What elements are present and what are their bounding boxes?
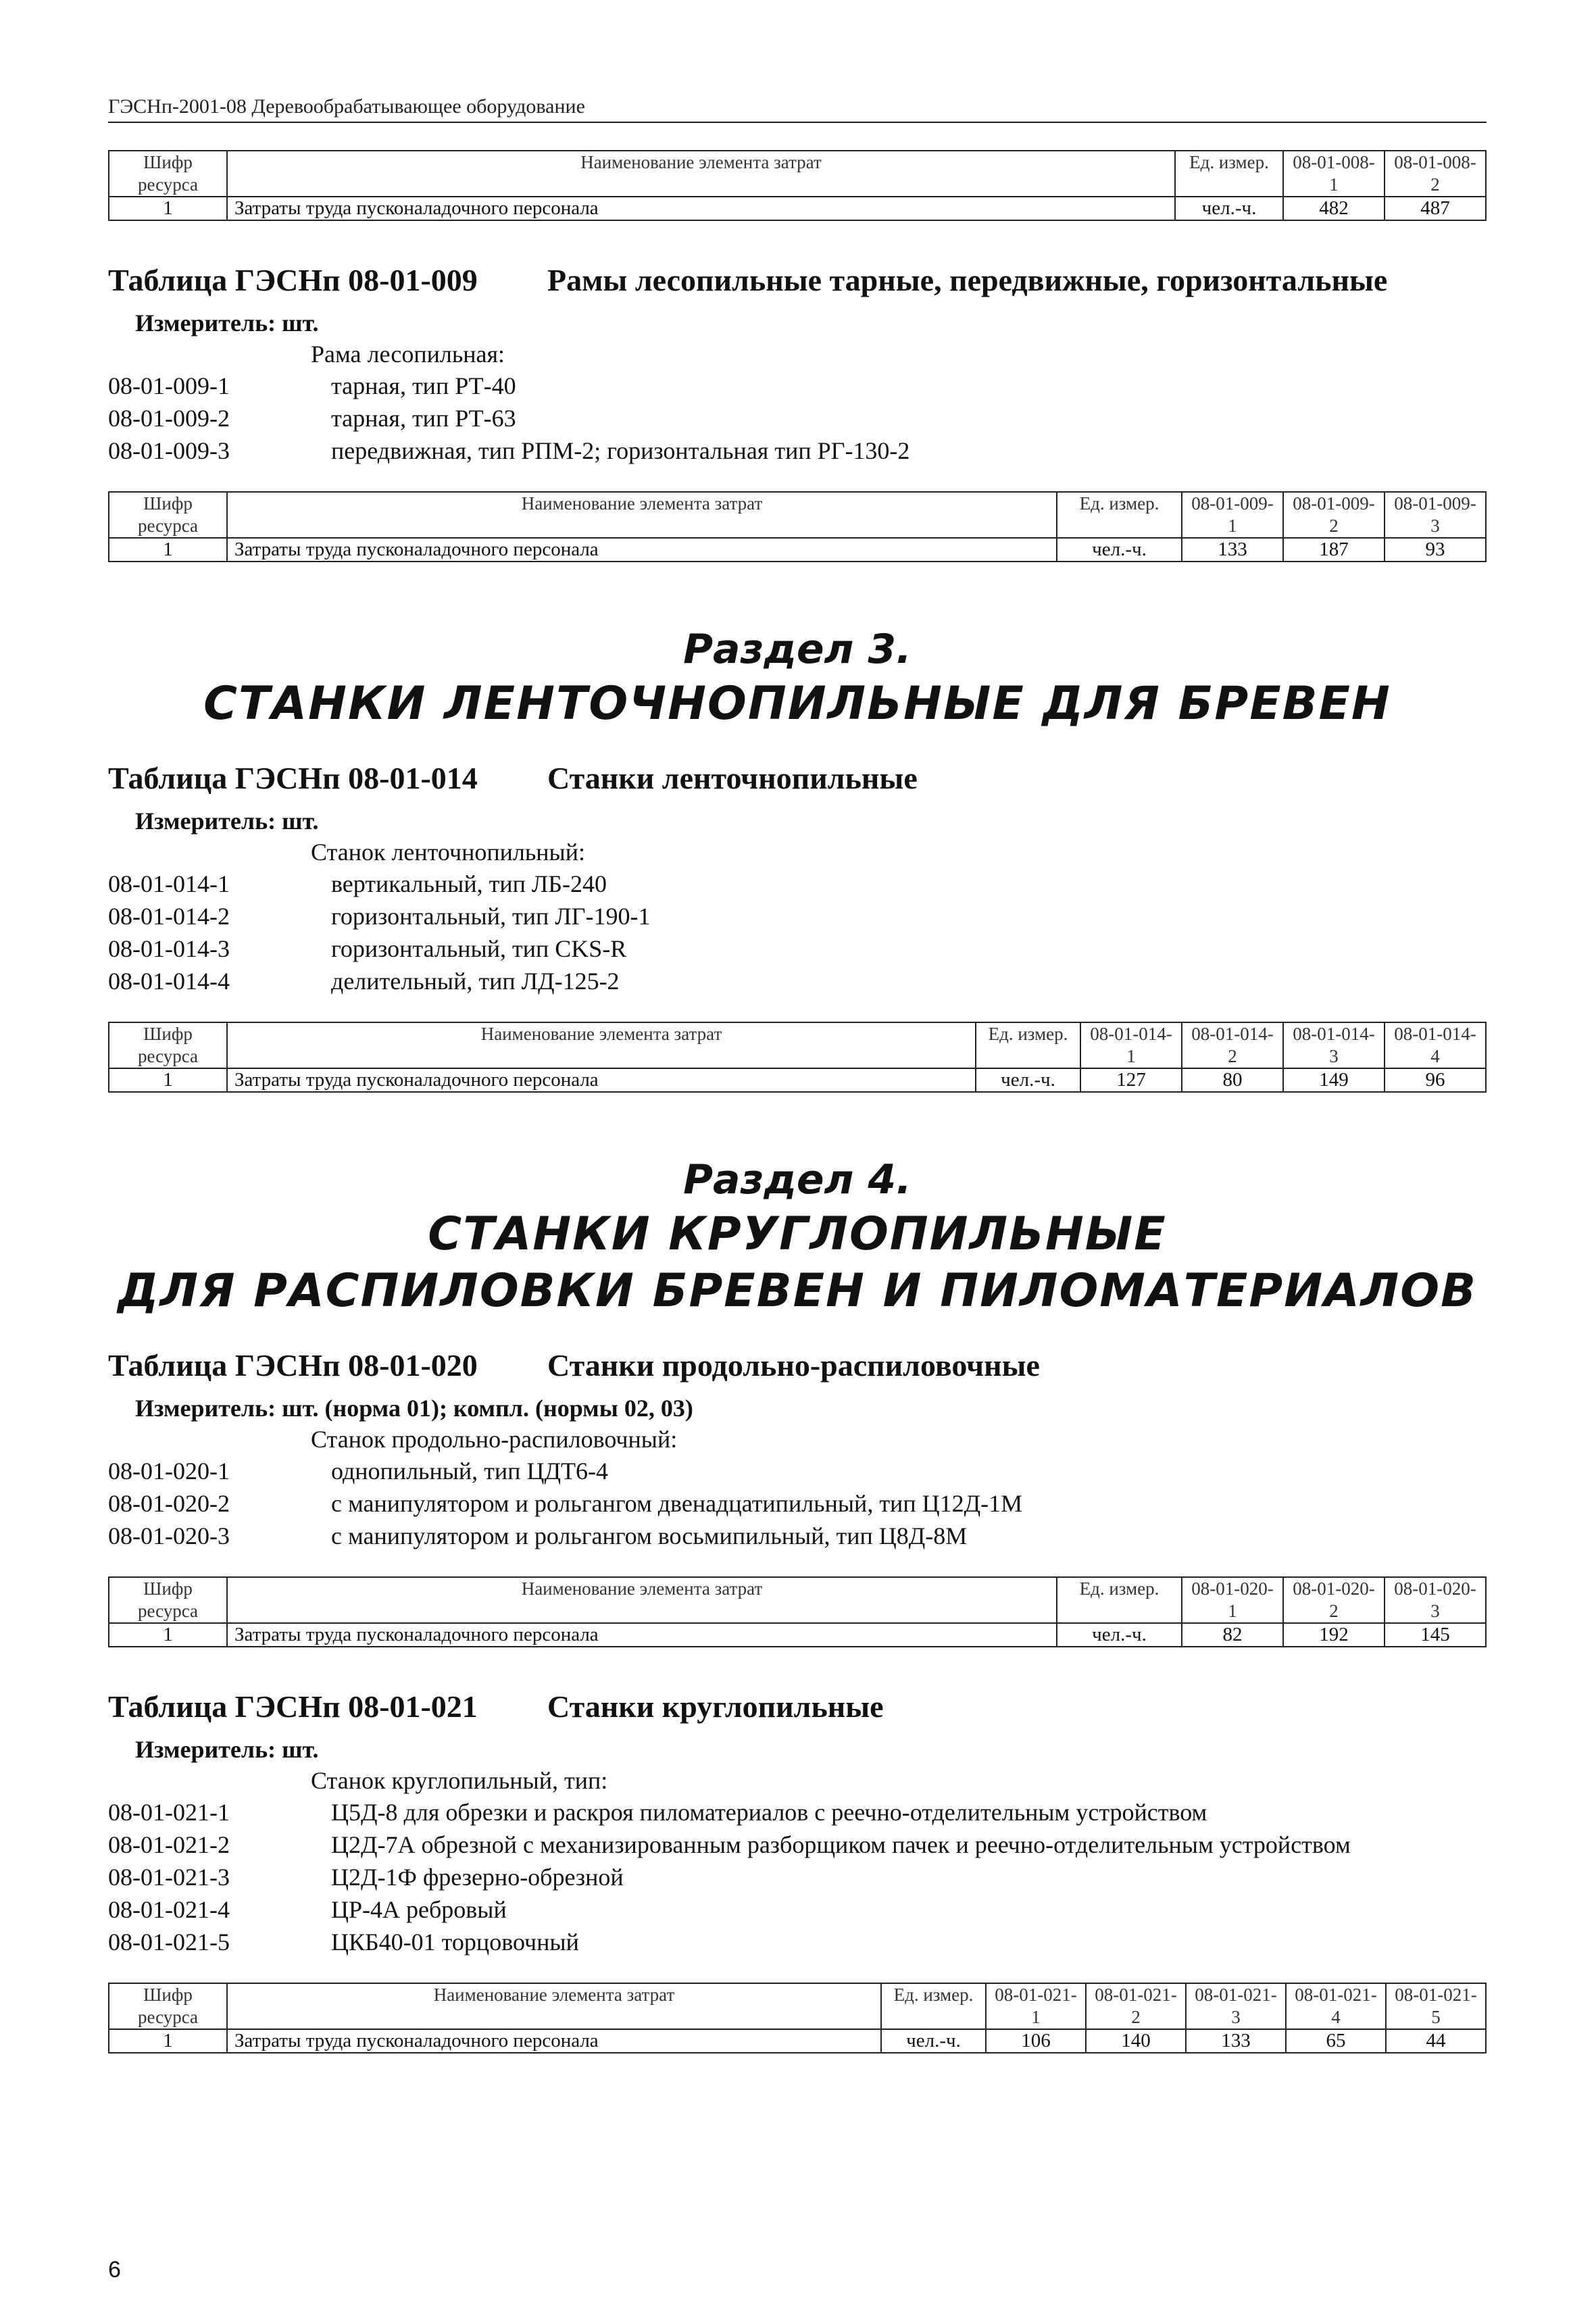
row-name: Затраты труда пусконаладочного персонала	[227, 197, 1175, 220]
table-name: Станки круглопильные	[547, 1689, 884, 1724]
row-value: 482	[1283, 197, 1385, 220]
table-code: Таблица ГЭСНп 08-01-020	[108, 1348, 478, 1383]
table-row	[109, 538, 1486, 562]
page-number: 6	[108, 2257, 121, 2283]
row-unit: чел.-ч.	[976, 1068, 1080, 1092]
norm-code: 08-01-020-3	[108, 1522, 230, 1549]
col-header-norm: 08-01-020-3	[1385, 1577, 1486, 1623]
section-heading	[108, 1153, 1487, 1320]
col-header-name: Наименование элемента затрат	[227, 492, 1057, 538]
norm-text: передвижная, тип РПМ-2; горизонтальная тип РГ-130-2	[331, 437, 910, 464]
col-header-unit: Ед. измер.	[1057, 492, 1182, 538]
norm-text: тарная, тип РТ-63	[331, 405, 516, 432]
norm-code: 08-01-020-1	[108, 1458, 230, 1485]
col-header-name: Наименование элемента затрат	[227, 1983, 881, 2029]
row-value: 93	[1385, 538, 1486, 562]
resource-table-008	[108, 150, 1487, 221]
col-header-norm: 08-01-014-4	[1385, 1022, 1486, 1068]
row-value: 187	[1283, 538, 1385, 562]
norm-item	[108, 900, 1487, 932]
col-header-norm: 08-01-008-2	[1385, 151, 1486, 197]
norm-code: 08-01-009-1	[108, 372, 230, 399]
norm-text: однопильный, тип ЦДТ6-4	[331, 1458, 608, 1485]
row-name: Затраты труда пусконаладочного персонала	[227, 538, 1057, 562]
resource-table-014	[108, 1022, 1487, 1093]
norm-text: Ц5Д-8 для обрезки и раскроя пиломатериалов с реечно-отделительным устройством	[331, 1799, 1207, 1826]
col-header-norm: 08-01-009-2	[1283, 492, 1385, 538]
col-header-norm: 08-01-014-1	[1080, 1022, 1182, 1068]
row-code: 1	[109, 1623, 227, 1647]
norm-code: 08-01-021-3	[108, 1864, 230, 1891]
norm-item	[108, 868, 1487, 900]
norm-text: Ц2Д-1Ф фрезерно-обрезной	[331, 1864, 624, 1891]
norm-code: 08-01-014-3	[108, 935, 230, 962]
norm-item	[108, 1828, 1487, 1861]
row-code: 1	[109, 197, 227, 220]
section-title-line1: СТАНКИ КРУГЛОПИЛЬНЫЕ	[428, 1208, 1167, 1261]
running-header: ГЭСНп-2001-08 Деревообрабатывающее оборудование	[108, 95, 1487, 123]
col-header-norm: 08-01-020-1	[1182, 1577, 1283, 1623]
norm-text: ЦКБ40-01 торцовочный	[331, 1928, 579, 1956]
table-title	[108, 1688, 1487, 1726]
col-header-norm: 08-01-014-3	[1283, 1022, 1385, 1068]
table-intro: Станок ленточнопильный:	[311, 839, 585, 866]
table-meter: Измеритель: шт. (норма 01); компл. (нормы 02, 03)	[135, 1395, 693, 1422]
norm-item	[108, 1796, 1487, 1828]
col-header-norm: 08-01-021-5	[1386, 1983, 1486, 2029]
norm-item	[108, 1520, 1487, 1552]
norm-text: горизонтальный, тип CKS-R	[331, 935, 627, 962]
table-intro: Рама лесопильная:	[311, 341, 505, 368]
norm-code: 08-01-009-3	[108, 437, 230, 464]
row-unit: чел.-ч.	[881, 2029, 986, 2053]
norm-text: тарная, тип РТ-40	[331, 372, 516, 399]
row-value: 140	[1086, 2029, 1186, 2053]
norm-code: 08-01-014-1	[108, 870, 230, 897]
row-value: 487	[1385, 197, 1486, 220]
norm-code: 08-01-009-2	[108, 405, 230, 432]
table-title	[108, 262, 1487, 299]
norm-text: делительный, тип ЛД-125-2	[331, 968, 620, 995]
col-header-name: Наименование элемента затрат	[227, 1022, 976, 1068]
norm-code: 08-01-021-2	[108, 1831, 230, 1858]
norm-code: 08-01-014-2	[108, 903, 230, 930]
row-value: 96	[1385, 1068, 1486, 1092]
row-unit: чел.-ч.	[1175, 197, 1283, 220]
table-title	[108, 1347, 1487, 1385]
col-header-unit: Ед. измер.	[881, 1983, 986, 2029]
row-name: Затраты труда пусконаладочного персонала	[227, 2029, 881, 2053]
col-header-norm: 08-01-009-3	[1385, 492, 1486, 538]
col-header-norm: 08-01-021-2	[1086, 1983, 1186, 2029]
section-heading	[108, 623, 1487, 732]
col-header-unit: Ед. измер.	[1057, 1577, 1182, 1623]
norm-text: с манипулятором и рольгангом двенадцатипильный, тип Ц12Д-1М	[331, 1490, 1023, 1517]
norm-code: 08-01-014-4	[108, 968, 230, 995]
section-number: Раздел 4.	[683, 1156, 912, 1203]
row-value: 80	[1182, 1068, 1283, 1092]
row-value: 192	[1283, 1623, 1385, 1647]
norm-code: 08-01-021-5	[108, 1928, 230, 1956]
norm-item	[108, 1487, 1487, 1520]
row-code: 1	[109, 538, 227, 562]
col-header-unit: Ед. измер.	[976, 1022, 1080, 1068]
col-header-norm: 08-01-021-1	[986, 1983, 1086, 2029]
col-header-norm: 08-01-014-2	[1182, 1022, 1283, 1068]
col-header-code: Шифр ресурса	[109, 1022, 227, 1068]
table-intro: Станок круглопильный, тип:	[311, 1767, 608, 1794]
row-code: 1	[109, 2029, 227, 2053]
table-row	[109, 1623, 1486, 1647]
table-name: Рамы лесопильные тарные, передвижные, горизонтальные	[547, 263, 1388, 297]
table-meter: Измеритель: шт.	[135, 807, 319, 835]
resource-table-020	[108, 1576, 1487, 1647]
col-header-norm: 08-01-009-1	[1182, 492, 1283, 538]
table-row	[109, 197, 1486, 220]
row-value: 149	[1283, 1068, 1385, 1092]
norm-text: ЦР-4А ребровый	[331, 1896, 507, 1923]
norm-item	[108, 1926, 1487, 1958]
section-title-line2: ДЛЯ РАСПИЛОВКИ БРЕВЕН И ПИЛОМАТЕРИАЛОВ	[118, 1264, 1477, 1318]
row-unit: чел.-ч.	[1057, 1623, 1182, 1647]
col-header-norm: 08-01-020-2	[1283, 1577, 1385, 1623]
table-title	[108, 760, 1487, 797]
norm-item	[108, 965, 1487, 997]
table-name: Станки ленточнопильные	[547, 761, 918, 795]
row-value: 133	[1186, 2029, 1286, 2053]
col-header-unit: Ед. измер.	[1175, 151, 1283, 197]
norm-code: 08-01-021-1	[108, 1799, 230, 1826]
table-name: Станки продольно-распиловочные	[547, 1348, 1040, 1383]
row-value: 44	[1386, 2029, 1486, 2053]
norm-code: 08-01-020-2	[108, 1490, 230, 1517]
norm-text: горизонтальный, тип ЛГ-190-1	[331, 903, 651, 930]
row-value: 65	[1286, 2029, 1386, 2053]
resource-table-009	[108, 491, 1487, 562]
row-name: Затраты труда пусконаладочного персонала	[227, 1623, 1057, 1647]
norm-item	[108, 402, 1487, 434]
col-header-code: Шифр ресурса	[109, 151, 227, 197]
norm-code: 08-01-021-4	[108, 1896, 230, 1923]
table-row	[109, 1068, 1486, 1092]
col-header-norm: 08-01-021-3	[1186, 1983, 1286, 2029]
norm-item	[108, 932, 1487, 965]
norm-item	[108, 1893, 1487, 1926]
row-unit: чел.-ч.	[1057, 538, 1182, 562]
document-page	[108, 95, 1487, 2053]
resource-table-021	[108, 1983, 1487, 2053]
norm-item	[108, 1455, 1487, 1487]
col-header-code: Шифр ресурса	[109, 1983, 227, 2029]
row-value: 145	[1385, 1623, 1486, 1647]
table-code: Таблица ГЭСНп 08-01-021	[108, 1689, 478, 1724]
table-row	[109, 2029, 1486, 2053]
col-header-norm: 08-01-008-1	[1283, 151, 1385, 197]
col-header-name: Наименование элемента затрат	[227, 1577, 1057, 1623]
col-header-code: Шифр ресурса	[109, 492, 227, 538]
row-code: 1	[109, 1068, 227, 1092]
section-number: Раздел 3.	[683, 626, 912, 673]
row-name: Затраты труда пусконаладочного персонала	[227, 1068, 976, 1092]
table-meter: Измеритель: шт.	[135, 1736, 319, 1763]
table-code: Таблица ГЭСНп 08-01-014	[108, 761, 478, 795]
col-header-code: Шифр ресурса	[109, 1577, 227, 1623]
col-header-norm: 08-01-021-4	[1286, 1983, 1386, 2029]
row-value: 82	[1182, 1623, 1283, 1647]
norm-text: Ц2Д-7А обрезной с механизированным разборщиком пачек и реечно-отделительным устройством	[331, 1831, 1351, 1858]
table-intro: Станок продольно-распиловочный:	[311, 1426, 678, 1453]
row-value: 106	[986, 2029, 1086, 2053]
norm-item	[108, 370, 1487, 402]
table-meter: Измеритель: шт.	[135, 309, 319, 337]
norm-text: с манипулятором и рольгангом восьмипильный, тип Ц8Д-8М	[331, 1522, 968, 1549]
norm-text: вертикальный, тип ЛБ-240	[331, 870, 607, 897]
section-title: СТАНКИ ЛЕНТОЧНОПИЛЬНЫЕ ДЛЯ БРЕВЕН	[203, 677, 1391, 730]
row-value: 133	[1182, 538, 1283, 562]
col-header-name: Наименование элемента затрат	[227, 151, 1175, 197]
norm-item	[108, 1861, 1487, 1893]
norm-item	[108, 434, 1487, 467]
row-value: 127	[1080, 1068, 1182, 1092]
table-code: Таблица ГЭСНп 08-01-009	[108, 263, 478, 297]
